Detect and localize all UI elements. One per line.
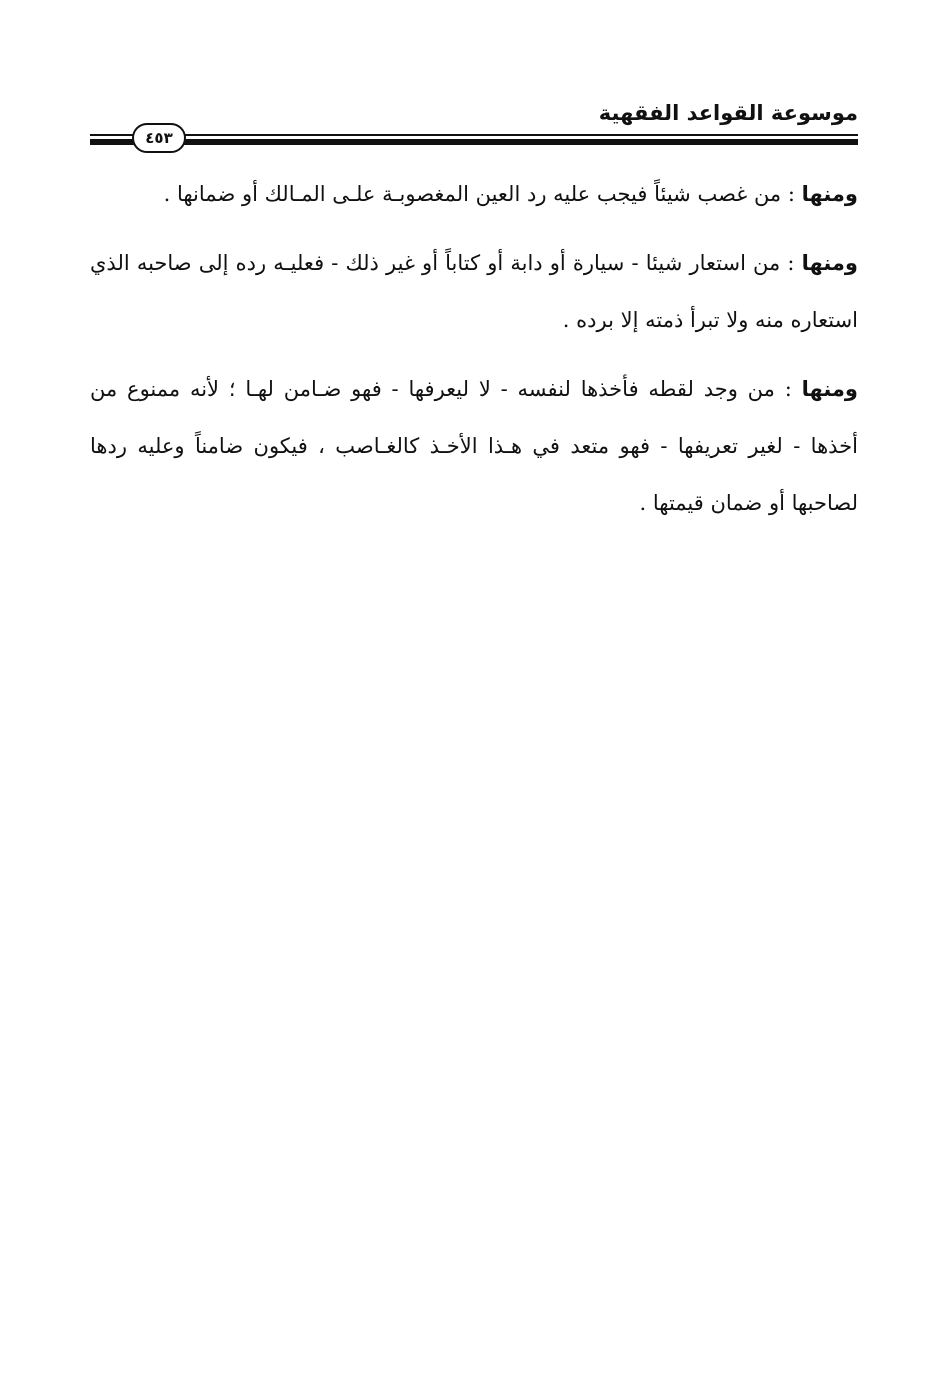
page-body bbox=[90, 166, 858, 544]
page-number: ٤٥٣ bbox=[132, 123, 186, 153]
header-rule-thin bbox=[90, 134, 858, 136]
paragraph-text: : من وجد لقطه فأخذها لنفسه - لا ليعرفها - فهو ضـامن لهـا ؛ لأنه ممنوع من أخذها - لغير تعريفها - فهو متعد في هـذا الأخـذ كالغـاصب ، فيكون ضامناً وعليه ردها لصاحبها أو ضمان قيمتها . bbox=[90, 377, 858, 515]
paragraph-text: : من استعار شيئا - سيارة أو دابة أو كتاباً أو غير ذلك - فعليـه رده إلى صاحبه الذي استعاره منه ولا تبرأ ذمته إلا برده . bbox=[90, 251, 858, 332]
paragraph-lead: ومنها bbox=[801, 377, 858, 401]
paragraph-3 bbox=[90, 361, 858, 532]
paragraph-1 bbox=[90, 166, 858, 223]
paragraph-2 bbox=[90, 235, 858, 349]
book-title: موسوعة القواعد الفقهية bbox=[598, 101, 858, 125]
page-header bbox=[90, 94, 858, 154]
header-rule-thick bbox=[90, 139, 858, 145]
paragraph-text: : من غصب شيئاً فيجب عليه رد العين المغصوبـة علـى المـالك أو ضمانها . bbox=[163, 182, 802, 206]
paragraph-lead: ومنها bbox=[801, 251, 858, 275]
paragraph-lead: ومنها bbox=[801, 182, 858, 206]
